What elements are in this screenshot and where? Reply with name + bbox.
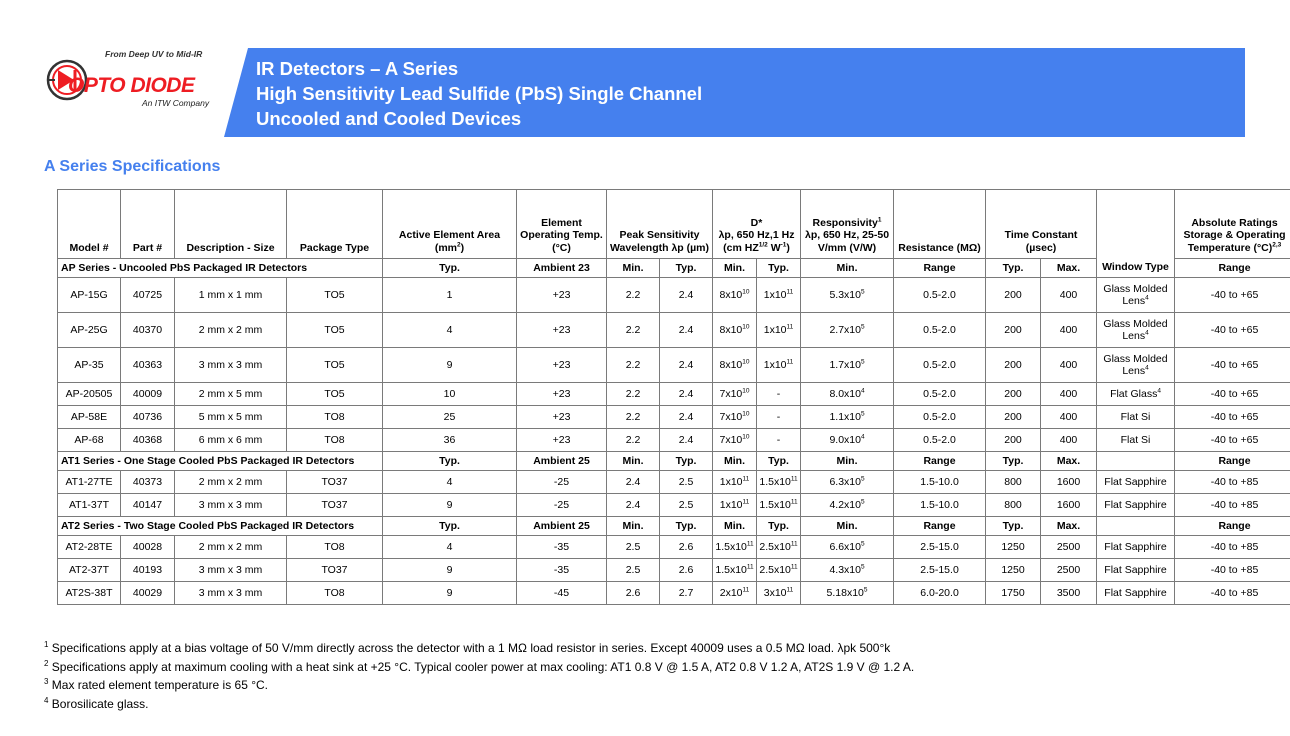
package-cell: TO5 — [287, 313, 383, 348]
sub-header: Ambient 25 — [517, 452, 607, 471]
description-cell: 1 mm x 1 mm — [175, 278, 287, 313]
time-constant-max-cell: 400 — [1041, 348, 1097, 383]
op-temp-cell: -45 — [517, 582, 607, 605]
peak-min-cell: 2.2 — [607, 429, 660, 452]
abs-rating-cell: -40 to +85 — [1175, 471, 1290, 494]
peak-typ-cell: 2.5 — [660, 471, 713, 494]
sub-header: Typ. — [986, 452, 1041, 471]
responsivity-cell: $4.3x10^5$ — [801, 559, 894, 582]
header-resistance: Resistance (MΩ) — [894, 190, 986, 259]
package-cell: TO8 — [287, 536, 383, 559]
time-constant-max-cell: 400 — [1041, 313, 1097, 348]
time-constant-max-cell: 400 — [1041, 383, 1097, 406]
time-constant-typ-cell: 200 — [986, 278, 1041, 313]
footnote: $^4$ Borosilicate glass. — [44, 695, 149, 711]
time-constant-max-cell: 2500 — [1041, 536, 1097, 559]
table-row — [58, 536, 1290, 559]
resistance-cell: 1.5-10.0 — [894, 494, 986, 517]
time-constant-typ-cell: 800 — [986, 471, 1041, 494]
footnote: $^2$ Specifications apply at maximum cooling with a heat sink at +25 °C. Typical cooler power at max cooling: AT1 0.8 V @ 1.5 A, AT2 0.8 V 1.2 A, AT2S 1.9 V @ 1.2 A. — [44, 658, 915, 674]
table-row — [58, 559, 1290, 582]
sub-header: Max. — [1041, 517, 1097, 536]
op-temp-cell: +23 — [517, 278, 607, 313]
sub-header: Typ. — [757, 517, 801, 536]
table-row — [58, 406, 1290, 429]
dstar-typ-cell: $1x10^{11}$ — [757, 278, 801, 313]
resistance-cell: 1.5-10.0 — [894, 471, 986, 494]
part-cell: 40373 — [121, 471, 175, 494]
sub-header: Range — [894, 452, 986, 471]
table-row — [58, 313, 1290, 348]
abs-rating-cell: -40 to +65 — [1175, 348, 1290, 383]
dstar-min-cell: $7x10^{10}$ — [713, 406, 757, 429]
description-cell: 3 mm x 3 mm — [175, 494, 287, 517]
sub-header: Typ. — [986, 259, 1041, 278]
time-constant-max-cell: 1600 — [1041, 494, 1097, 517]
footnote: $^1$ Specifications apply at a bias voltage of 50 V/mm directly across the detector with a 1 MΩ load resistor in series. Except 40009 uses a 0.5 MΩ load. λpk 500°k — [44, 640, 891, 655]
description-cell: 2 mm x 2 mm — [175, 313, 287, 348]
description-cell: 6 mm x 6 mm — [175, 429, 287, 452]
header-window: Window Type — [1097, 190, 1175, 278]
responsivity-cell: $6.3x10^5$ — [801, 471, 894, 494]
abs-rating-cell: -40 to +85 — [1175, 582, 1290, 605]
package-cell: TO8 — [287, 429, 383, 452]
dstar-typ-cell: $2.5x10^{11}$ — [757, 559, 801, 582]
package-cell: TO8 — [287, 582, 383, 605]
header-responsivity: Responsivity$^1$ λp, 650 Hz, 25-50 V/mm (V/W) — [801, 190, 894, 259]
package-cell: TO37 — [287, 471, 383, 494]
peak-min-cell: 2.6 — [607, 582, 660, 605]
op-temp-cell: -25 — [517, 494, 607, 517]
header-row — [58, 190, 1290, 259]
abs-rating-cell: -40 to +85 — [1175, 494, 1290, 517]
sub-header: Ambient 25 — [517, 517, 607, 536]
package-cell: TO37 — [287, 559, 383, 582]
description-cell: 2 mm x 2 mm — [175, 536, 287, 559]
footnote: $^3$ Max rated element temperature is 65 °C. — [44, 677, 269, 692]
model-cell: AP-25G — [58, 313, 121, 348]
banner-subtitle-2: Uncooled and Cooled Devices — [256, 108, 522, 129]
part-cell: 40363 — [121, 348, 175, 383]
header-part: Part # — [121, 190, 175, 259]
logo-subtitle: An ITW Company — [142, 98, 210, 108]
table-row — [58, 348, 1290, 383]
description-cell: 3 mm x 3 mm — [175, 348, 287, 383]
peak-min-cell: 2.2 — [607, 313, 660, 348]
window-cell: Flat Sapphire — [1097, 582, 1175, 605]
peak-min-cell: 2.2 — [607, 278, 660, 313]
sub-header: Typ. — [660, 517, 713, 536]
responsivity-cell: $8.0x10^4$ — [801, 383, 894, 406]
peak-typ-cell: 2.4 — [660, 313, 713, 348]
group-title: AT1 Series - One Stage Cooled PbS Packaged IR Detectors — [58, 452, 383, 471]
time-constant-typ-cell: 200 — [986, 348, 1041, 383]
sub-header — [1097, 452, 1175, 471]
package-cell: TO8 — [287, 406, 383, 429]
window-cell: Flat Sapphire — [1097, 471, 1175, 494]
peak-typ-cell: 2.4 — [660, 278, 713, 313]
table-row — [58, 471, 1290, 494]
time-constant-typ-cell: 1250 — [986, 559, 1041, 582]
sub-header: Typ. — [757, 259, 801, 278]
package-cell: TO5 — [287, 348, 383, 383]
group-title: AP Series - Uncooled PbS Packaged IR Detectors — [58, 259, 383, 278]
peak-min-cell: 2.2 — [607, 406, 660, 429]
abs-rating-cell: -40 to +65 — [1175, 406, 1290, 429]
header-description: Description - Size — [175, 190, 287, 259]
model-cell: AP-35 — [58, 348, 121, 383]
model-cell: AT2-28TE — [58, 536, 121, 559]
op-temp-cell: +23 — [517, 313, 607, 348]
time-constant-typ-cell: 200 — [986, 383, 1041, 406]
peak-typ-cell: 2.4 — [660, 429, 713, 452]
sub-header: Min. — [801, 259, 894, 278]
op-temp-cell: +23 — [517, 406, 607, 429]
part-cell: 40368 — [121, 429, 175, 452]
abs-rating-cell: -40 to +65 — [1175, 313, 1290, 348]
peak-min-cell: 2.2 — [607, 348, 660, 383]
logo-tagline: From Deep UV to Mid-IR — [105, 49, 203, 59]
responsivity-cell: $5.18x10^5$ — [801, 582, 894, 605]
active-area-cell: 4 — [383, 536, 517, 559]
responsivity-cell: $9.0x10^4$ — [801, 429, 894, 452]
sub-header: Min. — [713, 259, 757, 278]
peak-min-cell: 2.5 — [607, 536, 660, 559]
active-area-cell: 4 — [383, 313, 517, 348]
dstar-min-cell: $7x10^{10}$ — [713, 429, 757, 452]
op-temp-cell: +23 — [517, 429, 607, 452]
part-cell: 40147 — [121, 494, 175, 517]
table-row — [58, 494, 1290, 517]
package-cell: TO5 — [287, 278, 383, 313]
sub-header: Typ. — [660, 259, 713, 278]
header-abs-ratings: Absolute Ratings Storage & Operating Temperature $(^\circ C)^{2,3}$ — [1175, 190, 1290, 259]
resistance-cell: 0.5-2.0 — [894, 406, 986, 429]
time-constant-max-cell: 400 — [1041, 429, 1097, 452]
resistance-cell: 0.5-2.0 — [894, 348, 986, 383]
sub-header: Typ. — [383, 259, 517, 278]
dstar-min-cell: $1.5x10^{11}$ — [713, 559, 757, 582]
time-constant-max-cell: 400 — [1041, 278, 1097, 313]
sub-header — [1097, 517, 1175, 536]
description-cell: 5 mm x 5 mm — [175, 406, 287, 429]
peak-typ-cell: 2.7 — [660, 582, 713, 605]
model-cell: AP-58E — [58, 406, 121, 429]
dstar-typ-cell: $1x10^{11}$ — [757, 313, 801, 348]
responsivity-cell: $1.7x10^5$ — [801, 348, 894, 383]
dstar-min-cell: $8x10^{10}$ — [713, 313, 757, 348]
sub-header: Max. — [1041, 452, 1097, 471]
model-cell: AT1-27TE — [58, 471, 121, 494]
time-constant-typ-cell: 200 — [986, 406, 1041, 429]
description-cell: 2 mm x 2 mm — [175, 471, 287, 494]
op-temp-cell: -35 — [517, 536, 607, 559]
active-area-cell: 10 — [383, 383, 517, 406]
banner-title: IR Detectors – A Series — [256, 58, 459, 79]
sub-header: Typ. — [383, 452, 517, 471]
time-constant-typ-cell: 200 — [986, 313, 1041, 348]
active-area-cell: 25 — [383, 406, 517, 429]
time-constant-typ-cell: 800 — [986, 494, 1041, 517]
active-area-cell: 9 — [383, 559, 517, 582]
group-header-row — [58, 452, 1290, 471]
time-constant-max-cell: 400 — [1041, 406, 1097, 429]
dstar-min-cell: $7x10^{10}$ — [713, 383, 757, 406]
peak-typ-cell: 2.4 — [660, 406, 713, 429]
package-cell: TO5 — [287, 383, 383, 406]
resistance-cell: 2.5-15.0 — [894, 559, 986, 582]
sub-header: Range — [894, 517, 986, 536]
sub-header: Min. — [607, 452, 660, 471]
title-banner — [248, 48, 1245, 137]
group-header-row — [58, 517, 1290, 536]
op-temp-cell: +23 — [517, 383, 607, 406]
window-cell: Flat Glass$^4$ — [1097, 383, 1175, 406]
dstar-typ-cell: - — [757, 383, 801, 406]
part-cell: 40029 — [121, 582, 175, 605]
time-constant-max-cell: 2500 — [1041, 559, 1097, 582]
time-constant-max-cell: 1600 — [1041, 471, 1097, 494]
resistance-cell: 6.0-20.0 — [894, 582, 986, 605]
abs-rating-cell: -40 to +65 — [1175, 383, 1290, 406]
dstar-min-cell: $8x10^{10}$ — [713, 278, 757, 313]
responsivity-cell: $6.6x10^5$ — [801, 536, 894, 559]
part-cell: 40725 — [121, 278, 175, 313]
banner-notch — [224, 48, 248, 137]
dstar-min-cell: $1x10^{11}$ — [713, 494, 757, 517]
time-constant-typ-cell: 1750 — [986, 582, 1041, 605]
peak-min-cell: 2.4 — [607, 494, 660, 517]
table-row — [58, 278, 1290, 313]
sub-header: Range — [894, 259, 986, 278]
dstar-min-cell: $1x10^{11}$ — [713, 471, 757, 494]
dstar-typ-cell: $1.5x10^{11}$ — [757, 494, 801, 517]
sub-header: Typ. — [757, 452, 801, 471]
header-peak: Peak Sensitivity Wavelength λp (µm) — [607, 190, 713, 259]
peak-min-cell: 2.2 — [607, 383, 660, 406]
sub-header: Min. — [713, 452, 757, 471]
sub-header: Typ. — [383, 517, 517, 536]
part-cell: 40370 — [121, 313, 175, 348]
model-cell: AP-15G — [58, 278, 121, 313]
model-cell: AT1-37T — [58, 494, 121, 517]
dstar-typ-cell: $3x10^{11}$ — [757, 582, 801, 605]
time-constant-typ-cell: 1250 — [986, 536, 1041, 559]
sub-header: Range — [1175, 452, 1290, 471]
header-time-constant: Time Constant (µsec) — [986, 190, 1097, 259]
description-cell: 2 mm x 5 mm — [175, 383, 287, 406]
abs-rating-cell: -40 to +65 — [1175, 278, 1290, 313]
dstar-min-cell: $1.5x10^{11}$ — [713, 536, 757, 559]
dstar-min-cell: $8x10^{10}$ — [713, 348, 757, 383]
window-cell: Flat Sapphire — [1097, 494, 1175, 517]
window-cell: Glass Molded Lens$^4$ — [1097, 348, 1175, 383]
table-row — [58, 383, 1290, 406]
op-temp-cell: -25 — [517, 471, 607, 494]
banner-subtitle: High Sensitivity Lead Sulfide (PbS) Single Channel — [256, 83, 703, 104]
dstar-typ-cell: - — [757, 429, 801, 452]
header-package: Package Type — [287, 190, 383, 259]
responsivity-cell: $2.7x10^5$ — [801, 313, 894, 348]
window-cell: Flat Sapphire — [1097, 536, 1175, 559]
dstar-typ-cell: - — [757, 406, 801, 429]
group-title: AT2 Series - Two Stage Cooled PbS Packaged IR Detectors — [58, 517, 383, 536]
table-row — [58, 582, 1290, 605]
peak-typ-cell: 2.6 — [660, 536, 713, 559]
resistance-cell: 0.5-2.0 — [894, 313, 986, 348]
logo-brand: OPTO DIODE — [68, 74, 195, 97]
peak-typ-cell: 2.4 — [660, 383, 713, 406]
sub-header: Range — [1175, 517, 1290, 536]
abs-rating-cell: -40 to +65 — [1175, 429, 1290, 452]
resistance-cell: 0.5-2.0 — [894, 278, 986, 313]
window-cell: Flat Si — [1097, 429, 1175, 452]
model-cell: AP-20505 — [58, 383, 121, 406]
active-area-cell: 9 — [383, 494, 517, 517]
model-cell: AT2S-38T — [58, 582, 121, 605]
part-cell: 40028 — [121, 536, 175, 559]
sub-header: Range — [1175, 259, 1290, 278]
header-model: Model # — [58, 190, 121, 259]
header-op-temp: Element Operating Temp. (°C) — [517, 190, 607, 259]
sub-header: Min. — [607, 517, 660, 536]
op-temp-cell: +23 — [517, 348, 607, 383]
part-cell: 40009 — [121, 383, 175, 406]
section-title: A Series Specifications — [44, 158, 221, 175]
part-cell: 40193 — [121, 559, 175, 582]
package-cell: TO37 — [287, 494, 383, 517]
responsivity-cell: $4.2x10^5$ — [801, 494, 894, 517]
peak-typ-cell: 2.6 — [660, 559, 713, 582]
model-cell: AT2-37T — [58, 559, 121, 582]
sub-header: Typ. — [986, 517, 1041, 536]
window-cell: Glass Molded Lens$^4$ — [1097, 278, 1175, 313]
op-temp-cell: -35 — [517, 559, 607, 582]
time-constant-typ-cell: 200 — [986, 429, 1041, 452]
model-cell: AP-68 — [58, 429, 121, 452]
responsivity-cell: $5.3x10^5$ — [801, 278, 894, 313]
resistance-cell: 2.5-15.0 — [894, 536, 986, 559]
responsivity-cell: $1.1x10^5$ — [801, 406, 894, 429]
dstar-typ-cell: $1.5x10^{11}$ — [757, 471, 801, 494]
footnotes — [44, 639, 914, 713]
abs-rating-cell: -40 to +85 — [1175, 536, 1290, 559]
description-cell: 3 mm x 3 mm — [175, 559, 287, 582]
abs-rating-cell: -40 to +85 — [1175, 559, 1290, 582]
peak-min-cell: 2.4 — [607, 471, 660, 494]
active-area-cell: 4 — [383, 471, 517, 494]
window-cell: Flat Sapphire — [1097, 559, 1175, 582]
peak-min-cell: 2.5 — [607, 559, 660, 582]
time-constant-max-cell: 3500 — [1041, 582, 1097, 605]
part-cell: 40736 — [121, 406, 175, 429]
table-row — [58, 429, 1290, 452]
header-active-area: Active Element Area $(mm^2)$ — [383, 190, 517, 259]
dstar-typ-cell: $2.5x10^{11}$ — [757, 536, 801, 559]
sub-header: Min. — [713, 517, 757, 536]
spec-table — [57, 189, 1290, 605]
sub-header: Typ. — [660, 452, 713, 471]
window-cell: Glass Molded Lens$^4$ — [1097, 313, 1175, 348]
peak-typ-cell: 2.5 — [660, 494, 713, 517]
active-area-cell: 36 — [383, 429, 517, 452]
dstar-min-cell: $2x10^{11}$ — [713, 582, 757, 605]
description-cell: 3 mm x 3 mm — [175, 582, 287, 605]
dstar-typ-cell: $1x10^{11}$ — [757, 348, 801, 383]
sub-header: Min. — [607, 259, 660, 278]
sub-header: Max. — [1041, 259, 1097, 278]
sub-header: Min. — [801, 452, 894, 471]
resistance-cell: 0.5-2.0 — [894, 429, 986, 452]
peak-typ-cell: 2.4 — [660, 348, 713, 383]
active-area-cell: 9 — [383, 582, 517, 605]
active-area-cell: 1 — [383, 278, 517, 313]
resistance-cell: 0.5-2.0 — [894, 383, 986, 406]
sub-header: Ambient 23 — [517, 259, 607, 278]
sub-header: Min. — [801, 517, 894, 536]
active-area-cell: 9 — [383, 348, 517, 383]
header-dstar: D* λp, 650 Hz,1 Hz (cm $HZ^{1/2}$ $W^{-1}$) — [713, 190, 801, 259]
window-cell: Flat Si — [1097, 406, 1175, 429]
